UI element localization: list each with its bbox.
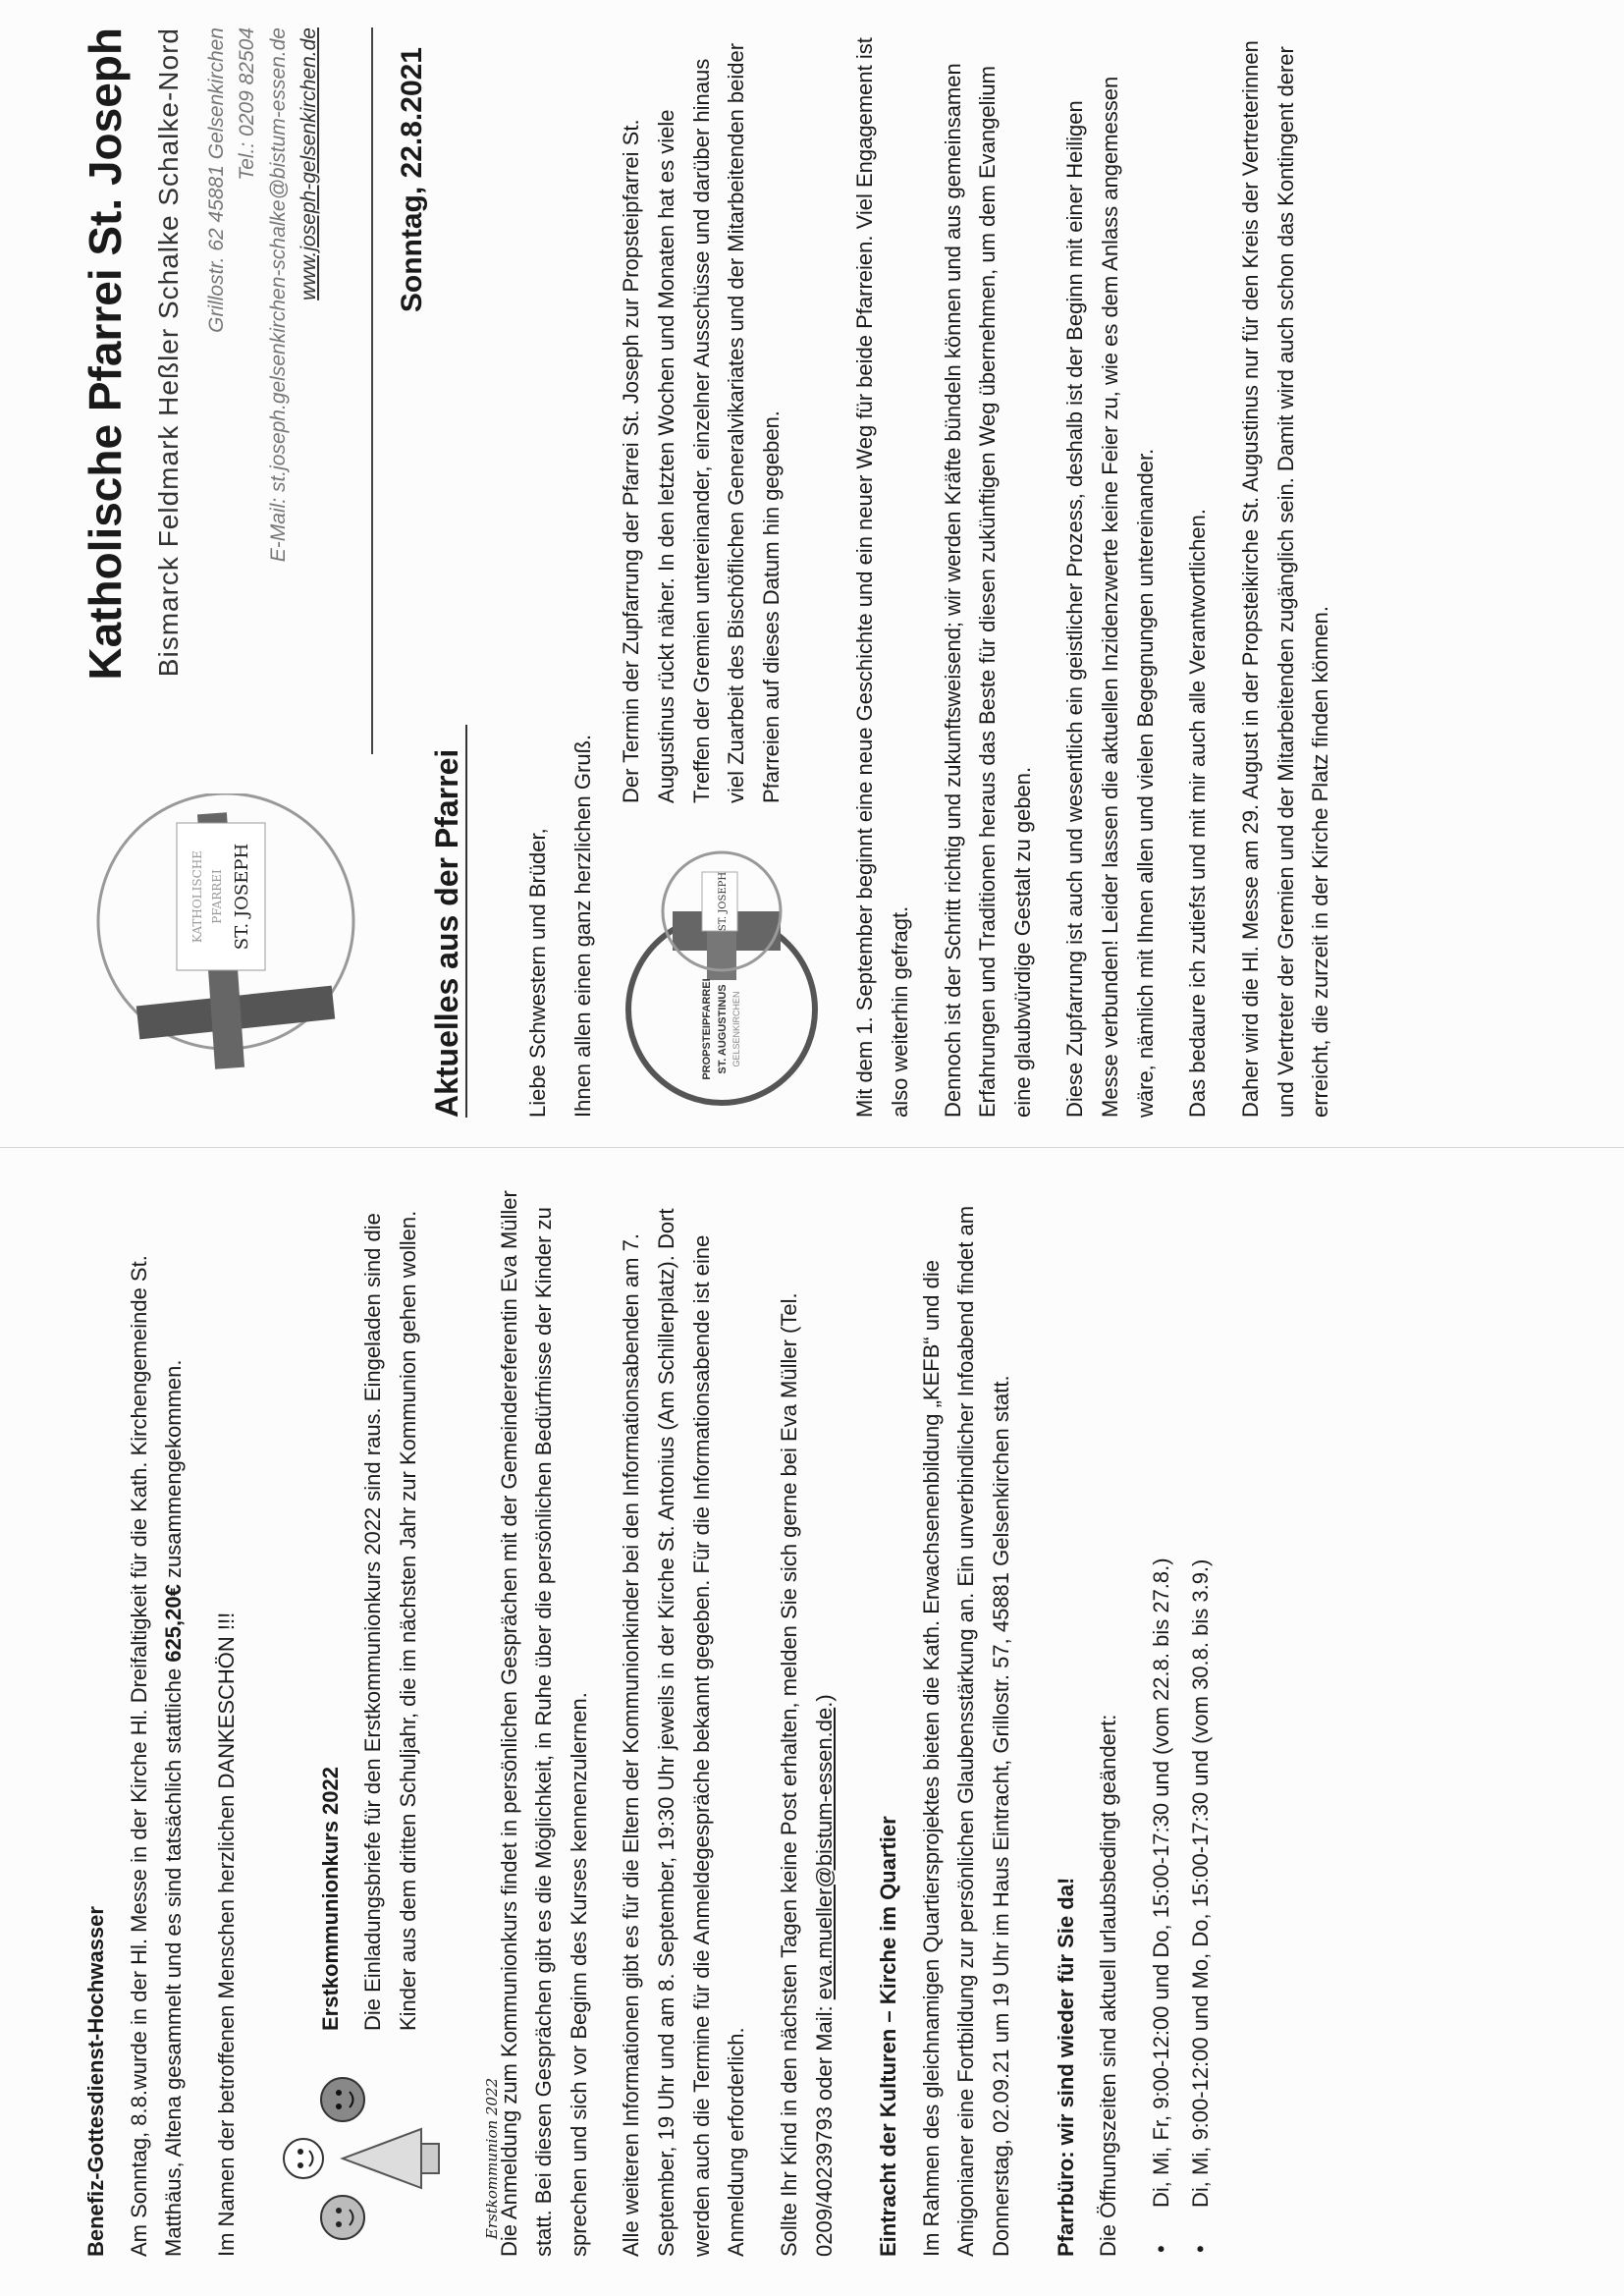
parish-districts: Bismarck Feldmark Heßler Schalke Schalke-Nord <box>153 27 185 678</box>
greeting-line: Ihnen allen einen ganz herzlichen Gruß. <box>569 734 595 1118</box>
fusion-logo-inner-text: ST. JOSEPH <box>718 871 730 932</box>
fusion-logo-icon <box>614 823 830 1118</box>
erstkommunion-p3-end: .) <box>811 1694 837 1708</box>
child-face-icon <box>321 2196 364 2239</box>
eintracht-title: Eintracht der Kulturen – Kirche im Quartier <box>876 1816 901 2257</box>
right-panel <box>59 27 1356 1118</box>
parish-phone: Tel.: 0209 82504 <box>236 27 259 181</box>
child-eye-icon <box>298 2149 303 2155</box>
logo-text-line2: PFARREI <box>210 869 224 924</box>
erstkommunion-logo <box>274 2060 502 2257</box>
child-eye-icon <box>298 2162 303 2168</box>
eintracht-text: Im Rahmen des gleichnamigen Quartiersprojektes bieten die Kath. Erwachsenenbildung „KEFB“ und die Amigonianer eine Fortbildung zur persönlichen Glaubensstärkung an. Ein unverbindlicher Infoabend findet am Donnerstag, 02.09.21 um 19 Uhr im Haus Eintracht, Grillostr. 57, 45881 Gelsenkirchen statt. <box>918 1205 1013 2257</box>
bulletin-date: Sonntag, 22.8.2021 <box>396 47 428 313</box>
benefiz-title: Benefiz-Gottesdienst-Hochwasser <box>83 1906 108 2257</box>
erstkommunion-p3-text: Sollte Ihr Kind in den nächsten Tagen keine Post erhalten, melden Sie sich gerne bei Eva Müller (Tel. 0209/40239793 oder Mail: <box>776 1292 837 2257</box>
eintracht-section <box>871 1176 1019 2257</box>
pfarrbuero-section <box>1049 1176 1218 2257</box>
child-eye-icon <box>336 2221 342 2227</box>
parish-header-text <box>79 27 325 754</box>
bullet-icon: • <box>1148 2245 1173 2253</box>
child-eye-icon <box>336 2090 342 2096</box>
fusion-text <box>614 37 830 803</box>
office-hours-list <box>1144 1176 1218 2257</box>
office-hours-text: Di, Mi, Fr, 9:00-12:00 und Do, 15:00-17:30 und (vom 22.8. bis 27.8.) <box>1148 1558 1173 2208</box>
erstkommunion-logo-caption: Erstkommunion 2022 <box>483 2077 502 2240</box>
chalice-icon <box>343 2129 421 2188</box>
left-panel <box>79 1176 1247 2257</box>
child-eye-icon <box>336 2104 342 2109</box>
body-p3: Dennoch ist der Schritt richtig und zukunftsweisend; wir werden Kräfte bündeln können und aus gemeinsamen Erfahrungen und Traditionen heraus das Beste für diesen zukünftigen Weg übernehmen, um dem Evangelium eine glaubwürdige Gestalt zu geben. <box>940 63 1035 1118</box>
benefiz-text-b: zusammengekommen. <box>161 1359 187 1585</box>
parish-address-block <box>201 27 295 754</box>
parish-website-link[interactable]: www.joseph-gelsenkirchen.de <box>298 27 321 301</box>
body-p6: Daher wird die Hl. Messe am 29. August in der Propsteikirche St. Augustinus nur für den Kreis der Vertreterinnen und Vertreter der Gremien und der Mitarbeitenden zugänglich sein. Damit wird auch schon das Kontingent derer erreicht, die zurzeit in der Kirche Platz finden können. <box>1237 40 1333 1118</box>
erstkommunion-title: Erstkommunionkurs 2022 <box>317 1767 343 2031</box>
erstkommunion-p3 <box>772 1176 841 2257</box>
child-face-icon <box>321 2078 364 2121</box>
fusion-logo <box>614 823 830 1118</box>
fusion-logo-ring1: PROPSTEIPFARREI <box>701 978 714 1080</box>
body-p5: Das bedaure ich zutiefst und mit mir auch alle Verantwortlichen. <box>1185 509 1211 1118</box>
greeting <box>520 37 600 1118</box>
erstkommunion-section <box>274 1176 842 2257</box>
parish-address: Grillostr. 62 45881 Gelsenkirchen <box>204 27 228 333</box>
eva-mueller-email-link[interactable]: eva.mueller@bistum-essen.de <box>811 1707 837 2000</box>
benefiz-section <box>79 1176 244 2257</box>
office-hours-text: Di, Mi, 9:00-12:00 und Mo, Do, 15:00-17:30 und (vom 30.8. bis 3.9.) <box>1187 1558 1213 2208</box>
section-heading: Aktuelles aus der Pfarrei <box>429 748 464 1118</box>
benefiz-text-a: Am Sonntag, 8.8.wurde in der Hl. Messe in der Kirche Hl. Dreifaltigkeit für die Kath. Kirchengemeinde St. Matthäus, Altena gesammelt und es sind tatsächlich stattliche <box>126 1255 187 2257</box>
office-hours-item <box>1144 1176 1179 2257</box>
body-p2: Mit dem 1. September beginnt eine neue Geschichte und ein neuer Weg für beide Pfarreien. Viel Engagement ist also weiterhin gefragt. <box>852 37 912 1118</box>
logo-text-line3: ST. JOSEPH <box>232 843 252 951</box>
fusion-logo-ring2: ST. AUGUSTINUS <box>717 984 730 1074</box>
fold-line <box>0 1147 1624 1148</box>
erstkommunion-intro-row <box>274 1176 502 2257</box>
logo-text-line1: KATHOLISCHE <box>190 849 204 944</box>
benefiz-amount: 625,20€ <box>161 1584 187 1663</box>
parish-header <box>59 27 491 1118</box>
parish-email[interactable]: E-Mail: st.joseph.gelsenkirchen-schalke@bistum-essen.de <box>266 27 290 563</box>
salutation: Liebe Schwestern und Brüder, <box>525 828 550 1118</box>
office-hours-item <box>1183 1176 1218 2257</box>
fusion-logo-ring3: GELSENKIRCHEN <box>731 991 742 1067</box>
erstkommunion-p2: Alle weiteren Informationen gibt es für die Eltern der Kommunionkinder bei den Informationsabenden am 7. September, 19 Uhr und am 8. September, 19:30 Uhr jeweils in der Kirche St. Antonius (Am Schillerplatz). Dort werden auch die Termine für die Anmeldegespräche bekannt gegeben. Für die Informationsabende ist eine Anmeldung erforderlich. <box>619 1208 749 2257</box>
erstkommunion-p1: Die Anmeldung zum Kommunionkurs findet in persönlichen Gesprächen mit der Gemeindereferentin Eva Müller statt. Bei diesen Gesprächen gibt es die Möglichkeit, in Ruhe über die persönlichen Bedürfnisse der Kinder zu sprechen und sich vor Beginn des Kurses kennenzulernen. <box>496 1190 591 2257</box>
parish-cross-logo-icon <box>79 793 373 1088</box>
pfarrbuero-intro: Die Öffnungszeiten sind aktuell urlaubsbedingt geändert: <box>1096 1714 1121 2257</box>
parish-title: Katholische Pfarrei St. Joseph <box>80 27 131 681</box>
section-underline <box>465 725 467 1118</box>
pfarrbuero-title: Pfarrbüro: wir sind wieder für Sie da! <box>1053 1877 1078 2257</box>
body-p1: Der Termin der Zupfarrung der Pfarrei St. Joseph zur Propsteipfarrei St. Augustinus rückt näher. In den letzten Wochen und Monaten hat es viele Treffen der Gremien untereinander, einzelner Ausschüsse und darüber hinaus viel Zuarbeit des Bischöflichen Generalvikariates und der Mitarbeitenden beider Pfarreien auf dieses Datum hin gegeben. <box>619 42 784 803</box>
erstkommunion-intro-text: Die Einladungsbriefe für den Erstkommunionkurs 2022 sind raus. Eingeladen sind die Kinder aus dem dritten Schuljahr, die im nächsten Jahr zur Kommunion gehen wollen. <box>360 1210 420 2031</box>
body-p4: Diese Zupfarrung ist auch und wesentlich ein geistlicher Prozess, deshalb ist der Beginn mit einer Heiligen Messe verbunden! Leider lassen die aktuellen Inzidenzwerte keine Feier zu, wie es dem Anlass angemessen wäre, nämlich mit Ihnen allen und vielen Begegnungen untereinander. <box>1062 76 1158 1118</box>
chalice-base-icon <box>421 2144 439 2173</box>
parish-logo <box>79 793 373 1088</box>
child-eye-icon <box>336 2208 342 2214</box>
benefiz-thanks: Im Namen der betroffenen Menschen herzlichen DANKESCHÖN !!! <box>213 1612 239 2257</box>
fusion-row <box>614 37 830 1118</box>
child-face-icon <box>284 2139 323 2178</box>
erstkommunion-intro <box>274 1176 470 2031</box>
erstkommunion-illustration <box>274 2060 470 2257</box>
bullet-icon: • <box>1187 2245 1213 2253</box>
benefiz-text <box>122 1176 191 2257</box>
header-rule <box>371 27 373 754</box>
